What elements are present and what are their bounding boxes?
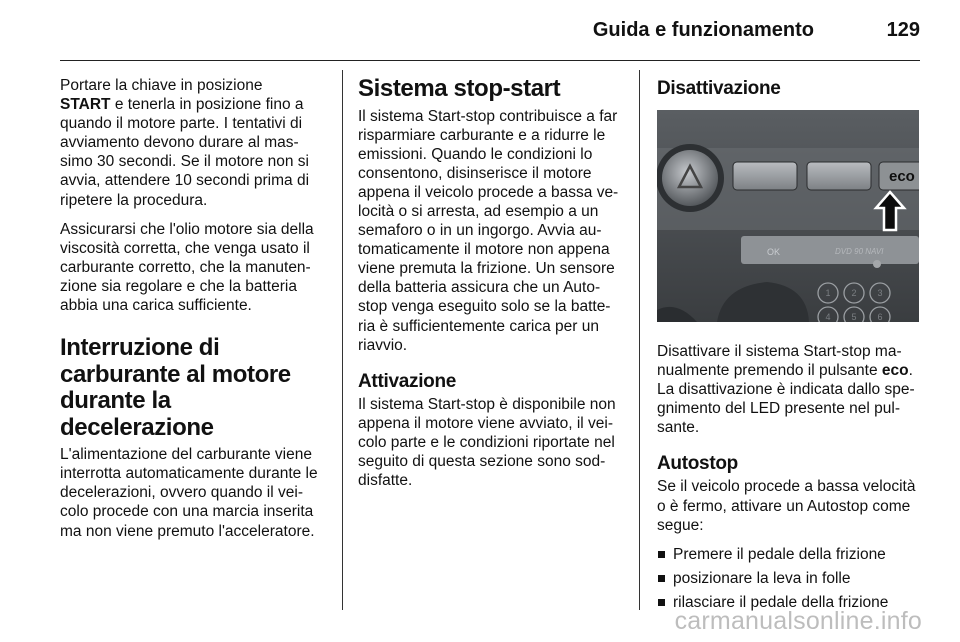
radio-model-label: DVD 90 NAVI: [835, 247, 884, 256]
ok-button-label: OK: [767, 247, 781, 257]
preset-key: 1: [825, 288, 831, 298]
section-title: Guida e funzionamento: [592, 19, 814, 41]
list-item: rilasciare il pedale della frizione: [657, 593, 927, 612]
bullet-icon: [658, 599, 665, 606]
paragraph: Assicurarsi che l'olio motore sia della viscosità corretta, che venga usato il carburante corretto, che la manuten-zione sia regolare e che la batteria abbia una carica sufficiente.: [60, 220, 314, 315]
list-item: posizionare la leva in folle: [657, 569, 927, 588]
dashboard-photo: [657, 110, 919, 322]
paragraph: Disattivare il sistema Start-stop ma-nualmente premendo il pulsante eco. La disattivazione è indicata dallo spe-gnimento del LED presente nel pul-sante.: [657, 343, 915, 437]
heading-activation: Attivazione: [358, 370, 457, 392]
eco-button-label: eco: [889, 168, 915, 185]
column-left: [60, 76, 328, 551]
column-right: [657, 76, 927, 617]
heading-deactivation: Disattivazione: [657, 78, 781, 99]
bullet-icon: [658, 575, 665, 582]
paragraph: Se il veicolo procede a bassa velocità o è fermo, attivare un Autostop come segue:: [657, 478, 916, 534]
paragraph: Il sistema Start-stop contribuisce a far risparmiare carburante e a ridurre le emissioni. Quando le condizioni lo consentono, disinserisce il motore appena il veicolo procede a bassa ve-locità o si arresta, ad esempio a un semaforo o in un ingorgo. Avvia au-tomaticamente il motore non appena viene premuta la frizione. Un sensore della batteria assicura che un Auto-stop venga eseguito solo se la batte-ria è sufficientemente carica per un riavvio.: [358, 107, 619, 354]
key-label: START: [60, 96, 111, 114]
dashboard-illustration: [657, 110, 919, 322]
paragraph: Il sistema Start-stop è disponibile non appena il motore viene avviato, il vei-colo parte e le condizioni riportate nel seguito di questa sezione sono sod-disfatte.: [358, 395, 616, 490]
preset-key: 2: [851, 288, 857, 298]
column-divider: [639, 70, 640, 610]
preset-key: 5: [851, 312, 857, 322]
bullet-icon: [658, 551, 665, 558]
key-label: eco: [881, 362, 909, 380]
autostop-steps: [657, 545, 927, 612]
paragraph: Portare la chiave in posizione START e tenerla in posizione fino a quando il motore parte. I tentativi di avviamento devono durare al mas-simo 30 secondi. Se il motore non si avvia, attendere 10 secondi prima di ripetere la procedura.: [60, 77, 310, 209]
column-divider: [342, 70, 343, 610]
column-middle: [358, 76, 626, 500]
page-header: [60, 0, 920, 61]
preset-key: 3: [877, 288, 883, 298]
watermark: carmanualsonline.info: [674, 607, 922, 635]
list-item: Premere il pedale della frizione: [657, 545, 927, 564]
preset-key: 4: [825, 312, 831, 322]
page-number: 129: [886, 19, 920, 41]
paragraph: L'alimentazione del carburante viene interrotta automaticamente durante le decelerazioni, ovvero quando il vei-colo procede con una marcia inserita ma non viene premuto l'acceleratore.: [60, 446, 318, 540]
heading-fuel-cutoff: Interruzione di carburante al motore durante la decelerazione: [60, 334, 291, 441]
heading-autostop: Autostop: [657, 453, 738, 475]
preset-key: 6: [877, 312, 883, 322]
heading-stop-start: Sistema stop-start: [358, 75, 561, 102]
